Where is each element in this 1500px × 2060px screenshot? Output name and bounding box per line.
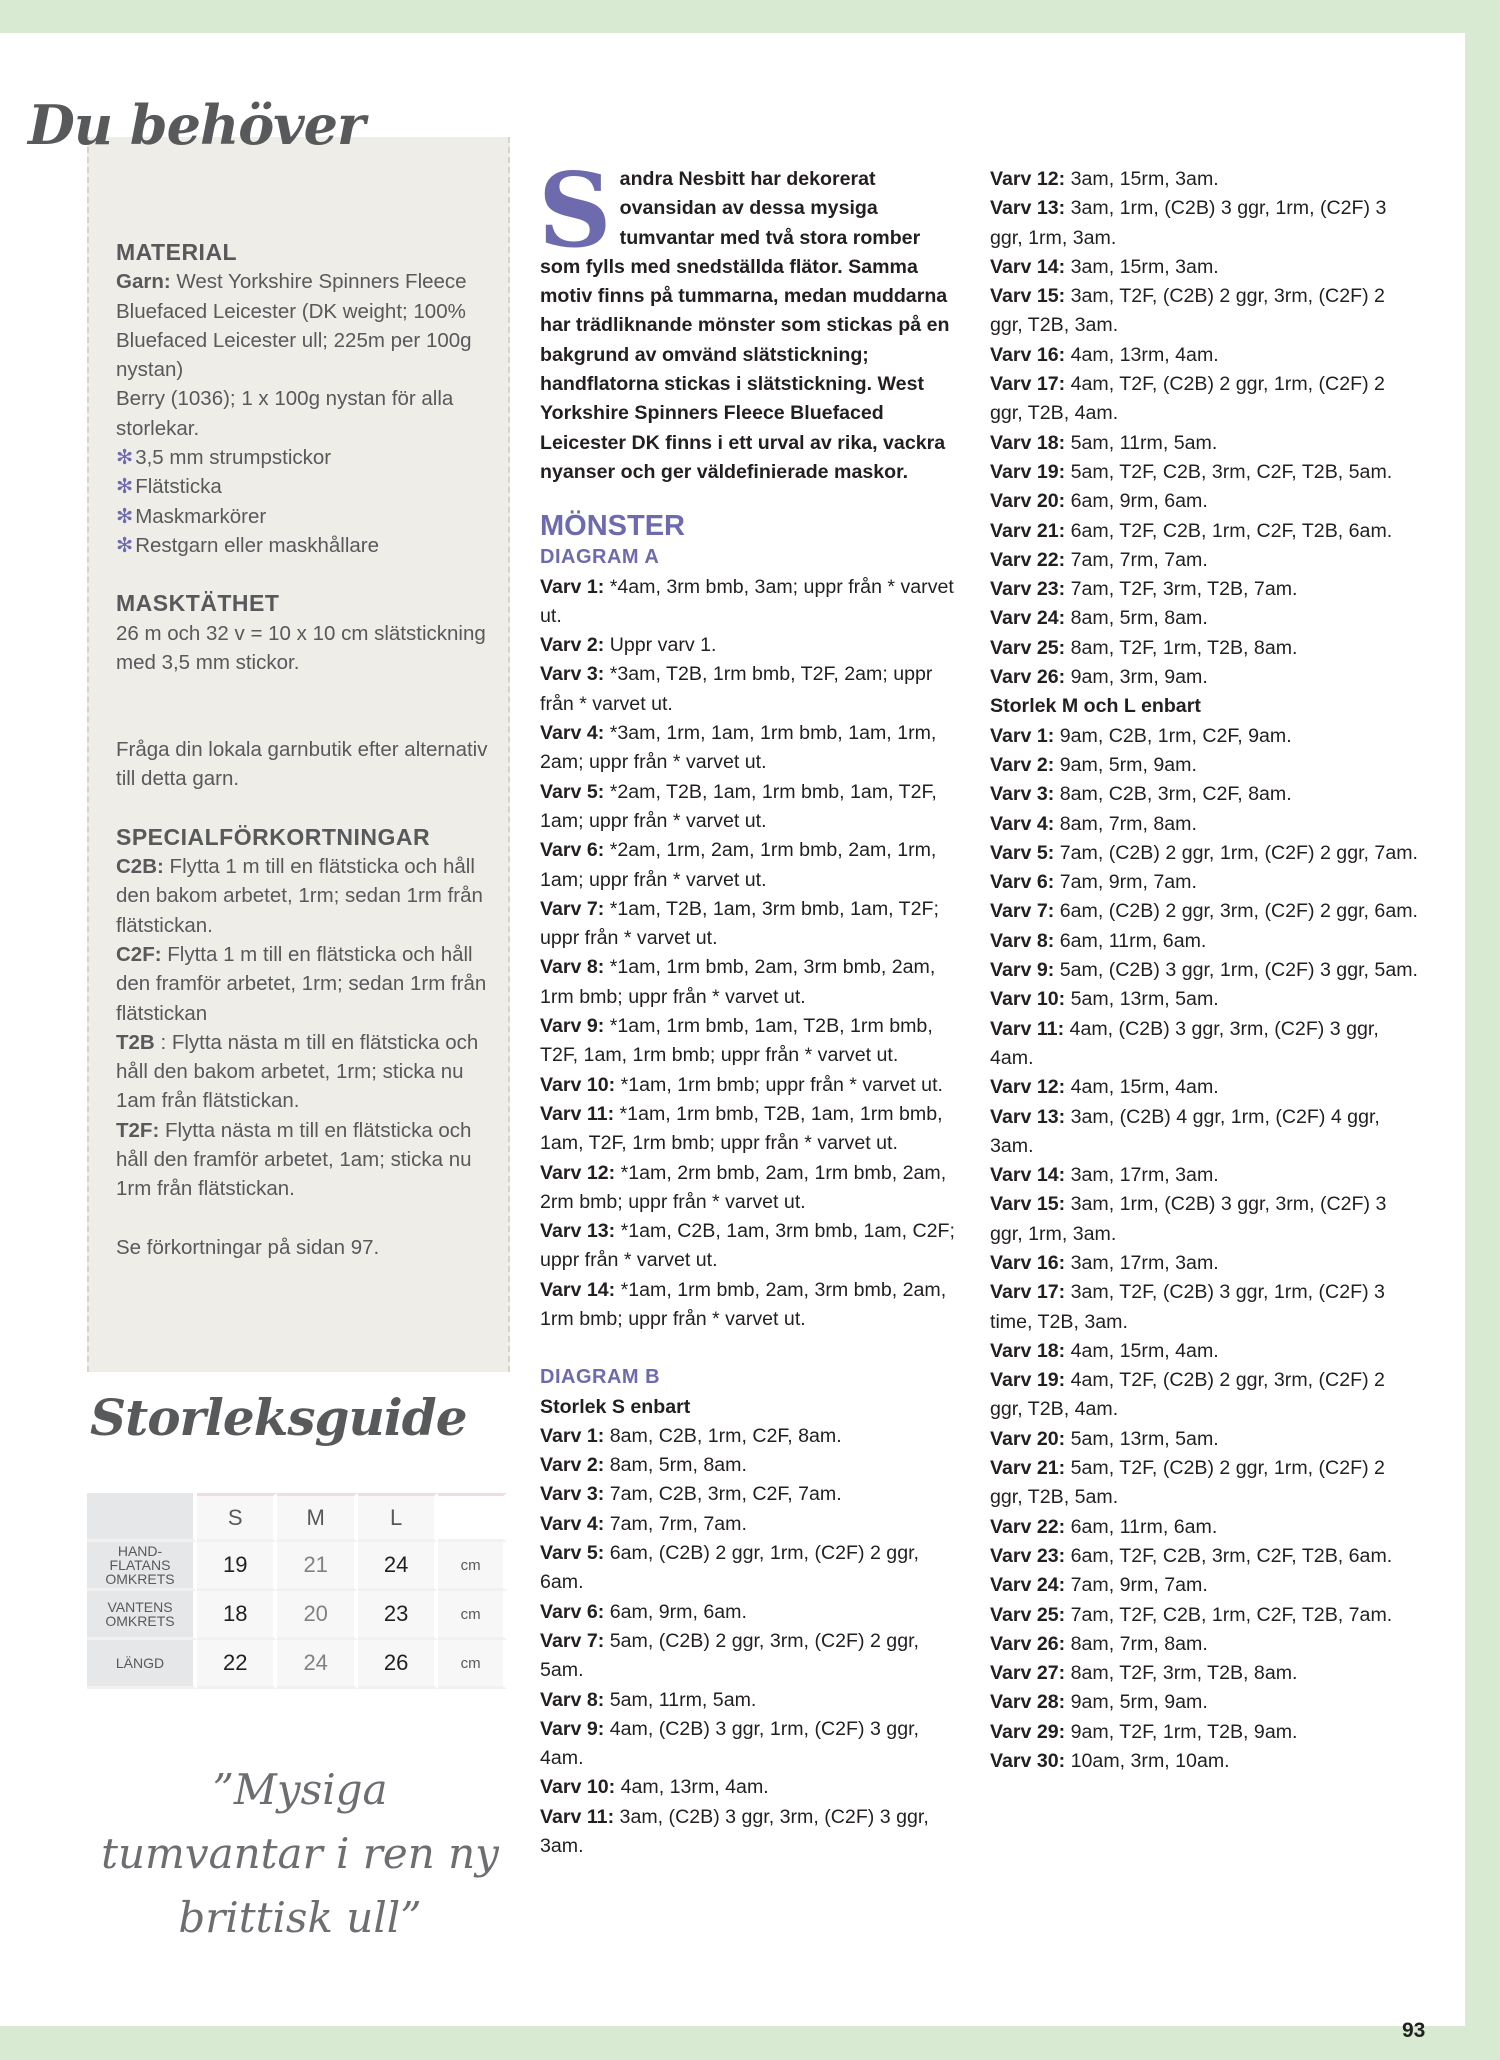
- abbreviations-list: [116, 852, 496, 1204]
- row-instruction: [540, 1100, 960, 1159]
- row-instruction: [540, 1803, 960, 1862]
- row-label: Varv 9:: [540, 1717, 605, 1740]
- row-label: Varv 23:: [990, 578, 1066, 601]
- abbreviation-item: [116, 1116, 496, 1204]
- row-instruction: [990, 1571, 1420, 1600]
- row-instruction: [990, 194, 1420, 253]
- row-instruction: [540, 953, 960, 1012]
- row-text: 8am, 5rm, 8am.: [609, 1454, 747, 1477]
- row-label: Varv 15:: [990, 285, 1066, 308]
- row-instruction: [540, 1480, 960, 1509]
- row-label: Varv 19:: [990, 460, 1066, 483]
- tool-label: Maskmarkörer: [135, 504, 267, 528]
- row-text: *2am, 1rm, 2am, 1rm bmb, 2am, 1rm, 1am; uppr från * varvet ut.: [540, 839, 937, 891]
- row-instruction: [990, 1249, 1420, 1278]
- drop-cap: S: [538, 151, 612, 271]
- size-header: S: [197, 1493, 277, 1542]
- row-label: Varv 12:: [990, 1076, 1066, 1099]
- row-text: 4am, 15rm, 4am.: [1070, 1339, 1219, 1362]
- row-instruction: [990, 282, 1420, 341]
- row-instruction: [990, 810, 1420, 839]
- row-label: Varv 11:: [540, 1805, 615, 1828]
- row-instruction: [990, 634, 1420, 663]
- row-label: Varv 25:: [990, 636, 1066, 659]
- diagram-b-ml-rows: [990, 722, 1420, 1777]
- row-instruction: [540, 1773, 960, 1802]
- row-instruction: [990, 517, 1420, 546]
- row-instruction: [990, 927, 1420, 956]
- row-label: Varv 1:: [540, 1424, 605, 1447]
- row-instruction: [990, 985, 1420, 1014]
- row-label: Varv 2:: [990, 753, 1055, 776]
- row-instruction: [990, 1542, 1420, 1571]
- row-text: *3am, T2B, 1rm bmb, T2F, 2am; uppr från * varvet ut.: [540, 663, 933, 715]
- row-text: 6am, (C2B) 2 ggr, 3rm, (C2F) 2 ggr, 6am.: [1059, 900, 1418, 923]
- pattern-column-1: [538, 151, 960, 1861]
- row-text: 5am, 13rm, 5am.: [1070, 1427, 1219, 1450]
- row-text: 5am, T2F, (C2B) 2 ggr, 1rm, (C2F) 2 ggr, T2B, 5am.: [990, 1457, 1385, 1509]
- abbreviation-code: T2F:: [116, 1118, 160, 1142]
- row-label: Varv 17:: [990, 373, 1066, 396]
- row-text: 9am, 5rm, 9am.: [1070, 1691, 1208, 1714]
- abbreviation-text: : Flytta nästa m till en flätsticka och håll den bakom arbetet, 1rm; sticka nu 1am från flätstickan.: [116, 1030, 479, 1113]
- row-text: *1am, T2B, 1am, 3rm bmb, 1am, T2F; uppr från * varvet ut.: [540, 897, 939, 950]
- pattern-column-2: [990, 165, 1420, 1776]
- row-text: *1am, C2B, 1am, 3rm bmb, 1am, C2F; uppr från * varvet ut.: [540, 1220, 955, 1272]
- row-label: Varv 16:: [990, 1251, 1066, 1274]
- pull-quote: ”Mysiga tumvantar i ren ny brittisk ull”: [101, 1765, 499, 1942]
- row-instruction: [990, 1190, 1420, 1249]
- row-text: 8am, 5rm, 8am.: [1070, 607, 1208, 630]
- row-label: Varv 14:: [990, 255, 1066, 278]
- row-text: 3am, 15rm, 3am.: [1070, 255, 1219, 278]
- row-text: 4am, (C2B) 3 ggr, 3rm, (C2F) 3 ggr, 4am.: [990, 1017, 1379, 1069]
- row-instruction: [990, 663, 1420, 692]
- row-text: 8am, T2F, 1rm, T2B, 8am.: [1070, 636, 1298, 659]
- row-label: Varv 18:: [990, 431, 1066, 454]
- yarn-color: Berry (1036); 1 x 100g nystan för alla storlekar.: [116, 387, 454, 440]
- row-label: Varv 20:: [990, 1427, 1066, 1450]
- row-instruction: [540, 1598, 960, 1627]
- row-label: Varv 26:: [990, 1632, 1066, 1655]
- tool-item: [116, 443, 496, 472]
- row-text: 7am, 7rm, 7am.: [1070, 548, 1208, 571]
- yarn-info: Garn: West Yorkshire Spinners Fleece Bluefaced Leicester (DK weight; 100% Bluefaced Leicester ull; 225m per 100g nystan): [116, 270, 472, 382]
- size-unit: cm: [438, 1591, 507, 1640]
- size-row-label: VANTENS OMKRETS: [87, 1591, 197, 1640]
- row-label: Varv 16:: [990, 343, 1066, 366]
- material-heading: MATERIAL: [116, 239, 238, 265]
- row-text: 6am, 11rm, 6am.: [1070, 1515, 1218, 1538]
- row-label: Varv 12:: [990, 168, 1066, 190]
- row-text: 4am, 13rm, 4am.: [1070, 343, 1219, 366]
- row-text: *4am, 3rm bmb, 3am; uppr från * varvet ut.: [540, 575, 954, 627]
- abbreviation-code: C2B:: [116, 855, 164, 879]
- row-text: 4am, 15rm, 4am.: [1070, 1076, 1219, 1099]
- row-label: Varv 4:: [990, 812, 1055, 835]
- row-text: 3am, T2F, (C2B) 3 ggr, 1rm, (C2F) 3 time, T2B, 3am.: [990, 1281, 1385, 1333]
- row-label: Varv 30:: [990, 1750, 1066, 1773]
- row-instruction: [990, 1425, 1420, 1454]
- page-number: 93: [1402, 2019, 1426, 2042]
- row-text: 6am, 9rm, 6am.: [609, 1600, 747, 1623]
- row-label: Varv 25:: [990, 1603, 1066, 1626]
- row-instruction: [990, 458, 1420, 487]
- row-text: 5am, 11rm, 5am.: [1070, 431, 1218, 454]
- row-instruction: [990, 1278, 1420, 1337]
- materials-content: [116, 238, 496, 1262]
- diagram-b-s-rows: [540, 1422, 960, 1861]
- row-instruction: [540, 1012, 960, 1071]
- row-label: Varv 5:: [540, 1542, 605, 1565]
- row-label: Varv 3:: [990, 783, 1055, 806]
- size-guide-title: Storleksguide: [90, 1388, 467, 1447]
- row-text: 8am, 7rm, 8am.: [1070, 1632, 1208, 1655]
- size-value: 19: [197, 1542, 277, 1591]
- page: [0, 33, 1465, 2042]
- row-instruction: [990, 1103, 1420, 1162]
- size-unit: cm: [438, 1542, 507, 1591]
- tool-label: Flätsticka: [135, 475, 222, 499]
- row-instruction: [540, 778, 960, 837]
- row-label: Varv 12:: [540, 1161, 616, 1184]
- row-label: Varv 18:: [990, 1339, 1066, 1362]
- row-label: Varv 9:: [540, 1015, 605, 1038]
- row-text: *1am, 1rm bmb, 1am, T2B, 1rm bmb, T2F, 1am, 1rm bmb; uppr från * varvet ut.: [540, 1015, 933, 1067]
- row-instruction: [990, 1513, 1420, 1542]
- row-text: 9am, T2F, 1rm, T2B, 9am.: [1070, 1720, 1298, 1743]
- row-label: Varv 21:: [990, 1457, 1066, 1480]
- row-label: Varv 14:: [540, 1278, 616, 1301]
- abbreviation-item: [116, 852, 496, 940]
- tool-item: [116, 531, 496, 560]
- size-table-corner: [87, 1493, 197, 1542]
- gauge-text: 26 m och 32 v = 10 x 10 cm slätstickning med 3,5 mm stickor.: [116, 621, 486, 674]
- row-text: *1am, 2rm bmb, 2am, 1rm bmb, 2am, 2rm bmb; uppr från * varvet ut.: [540, 1161, 947, 1213]
- row-text: 3am, T2F, (C2B) 2 ggr, 3rm, (C2F) 2 ggr, T2B, 3am.: [990, 285, 1385, 337]
- row-instruction: [990, 1454, 1420, 1513]
- row-text: 5am, T2F, C2B, 3rm, C2F, T2B, 5am.: [1070, 460, 1393, 483]
- size-ml-heading: Storlek M och L enbart: [990, 695, 1201, 718]
- row-label: Varv 4:: [540, 1512, 605, 1535]
- tool-item: [116, 502, 496, 531]
- row-label: Varv 10:: [990, 988, 1066, 1011]
- abbreviation-text: Flytta 1 m till en flätsticka och håll den bakom arbetet, 1rm; sedan 1rm från flätstickan.: [116, 855, 483, 937]
- row-instruction: [540, 573, 960, 632]
- row-label: Varv 8:: [990, 929, 1055, 952]
- row-instruction: [990, 575, 1420, 604]
- row-text: *2am, T2B, 1am, 1rm bmb, 1am, T2F, 1am; uppr från * varvet ut.: [540, 780, 937, 832]
- row-instruction: [540, 1627, 960, 1686]
- size-value: 24: [358, 1542, 438, 1591]
- row-label: Varv 7:: [540, 897, 605, 920]
- row-label: Varv 27:: [990, 1662, 1066, 1685]
- tool-item: [116, 472, 496, 501]
- abbreviations-heading: SPECIALFÖRKORTNINGAR: [116, 823, 431, 850]
- abbreviation-item: [116, 1028, 496, 1116]
- row-text: 7am, C2B, 3rm, C2F, 7am.: [609, 1483, 842, 1506]
- row-instruction: [990, 1337, 1420, 1366]
- intro-paragraph: Sandra Nesbitt har dekorerat ovansidan av dessa mysiga tumvantar med två stora romber som fylls med snedställda flätor. Samma motiv finns på tummarna, medan muddarna har trädliknande mönster som stickas på en bakgrund av omvänd slätstickning; handflatorna stickas i slätstickning. West Yorkshire Spinners Fleece Bluefaced Leicester DK finns i ett urval av rika, vackra nyanser och ger väldefinierade maskor.: [538, 151, 950, 483]
- row-instruction: [540, 1510, 960, 1539]
- local-store-text: Fråga din lokala garnbutik efter alternativ till detta garn.: [116, 738, 488, 791]
- row-instruction: [990, 1718, 1420, 1747]
- row-label: Varv 19:: [990, 1369, 1066, 1392]
- row-text: 7am, T2F, C2B, 1rm, C2F, T2B, 7am.: [1070, 1603, 1393, 1626]
- row-text: 4am, 13rm, 4am.: [620, 1776, 769, 1799]
- row-instruction: [990, 839, 1420, 868]
- row-text: 6am, (C2B) 2 ggr, 1rm, (C2F) 2 ggr, 6am.: [540, 1542, 919, 1594]
- row-label: Varv 20:: [990, 490, 1066, 513]
- size-table: [87, 1493, 507, 1689]
- row-text: 5am, (C2B) 3 ggr, 1rm, (C2F) 3 ggr, 5am.: [1059, 959, 1418, 982]
- row-label: Varv 7:: [540, 1629, 605, 1652]
- size-row-label: LÄNGD: [87, 1640, 197, 1689]
- row-instruction: [990, 722, 1420, 751]
- row-label: Varv 6:: [990, 871, 1055, 894]
- size-value: 22: [197, 1640, 277, 1689]
- row-text: 3am, 17rm, 3am.: [1070, 1164, 1219, 1187]
- row-label: Varv 2:: [540, 1454, 605, 1477]
- size-value: 18: [197, 1591, 277, 1640]
- row-text: 8am, C2B, 3rm, C2F, 8am.: [1059, 783, 1292, 806]
- size-s-heading: Storlek S enbart: [540, 1395, 691, 1418]
- row-text: Uppr varv 1.: [609, 634, 717, 657]
- diagram-b-s-rows-cont: [990, 165, 1420, 692]
- row-instruction: [990, 1630, 1420, 1659]
- abbreviation-text: Flytta 1 m till en flätsticka och håll den framför arbetet, 1rm; sedan 1rm från flätstickan: [116, 942, 487, 1025]
- row-text: 9am, 5rm, 9am.: [1059, 753, 1197, 776]
- row-instruction: [990, 1015, 1420, 1074]
- row-text: *3am, 1rm, 1am, 1rm bmb, 1am, 1rm, 2am; uppr från * varvet ut.: [540, 722, 937, 774]
- row-text: 7am, 9rm, 7am.: [1059, 871, 1197, 894]
- row-instruction: [990, 1073, 1420, 1102]
- row-text: 4am, T2F, (C2B) 2 ggr, 3rm, (C2F) 2 ggr, T2B, 4am.: [990, 1369, 1385, 1421]
- row-label: Varv 5:: [540, 780, 605, 803]
- row-instruction: [540, 660, 960, 719]
- row-text: 6am, T2F, C2B, 3rm, C2F, T2B, 6am.: [1070, 1544, 1393, 1567]
- size-row-label: HAND- FLATANS OMKRETS: [87, 1542, 197, 1591]
- row-label: Varv 17:: [990, 1281, 1066, 1304]
- row-text: *1am, 1rm bmb, 2am, 3rm bmb, 2am, 1rm bmb; uppr från * varvet ut.: [540, 1278, 947, 1330]
- see-abbreviations: Se förkortningar på sidan 97.: [116, 1235, 380, 1259]
- size-value: 24: [277, 1640, 357, 1689]
- row-instruction: [990, 868, 1420, 897]
- diagram-a-rows: [540, 573, 960, 1335]
- row-text: 8am, 7rm, 8am.: [1059, 812, 1197, 835]
- row-text: 5am, 11rm, 5am.: [609, 1688, 757, 1711]
- row-instruction: [540, 719, 960, 778]
- row-label: Varv 10:: [540, 1073, 616, 1096]
- row-label: Varv 1:: [990, 724, 1055, 747]
- row-label: Varv 11:: [990, 1017, 1065, 1040]
- row-instruction: [540, 1217, 960, 1276]
- row-instruction: [540, 1071, 960, 1100]
- asterisk-icon: ✻: [116, 533, 134, 557]
- row-label: Varv 22:: [990, 548, 1066, 571]
- row-label: Varv 8:: [540, 1688, 605, 1711]
- size-value: 21: [277, 1542, 357, 1591]
- row-instruction: [540, 1159, 960, 1218]
- row-label: Varv 28:: [990, 1691, 1066, 1714]
- row-text: *1am, 1rm bmb, 2am, 3rm bmb, 2am, 1rm bmb; uppr från * varvet ut.: [540, 956, 936, 1008]
- row-label: Varv 1:: [540, 575, 605, 598]
- row-label: Varv 26:: [990, 666, 1066, 689]
- row-text: 6am, T2F, C2B, 1rm, C2F, T2B, 6am.: [1070, 519, 1393, 542]
- row-text: 4am, T2F, (C2B) 2 ggr, 1rm, (C2F) 2 ggr, T2B, 4am.: [990, 373, 1385, 425]
- row-text: 6am, 11rm, 6am.: [1059, 929, 1207, 952]
- row-label: Varv 13:: [540, 1220, 616, 1243]
- diagram-b-heading: DIAGRAM B: [540, 1366, 661, 1389]
- row-instruction: [990, 1601, 1420, 1630]
- row-text: 4am, (C2B) 3 ggr, 1rm, (C2F) 3 ggr, 4am.: [540, 1717, 919, 1770]
- size-unit: cm: [438, 1640, 507, 1689]
- row-instruction: [990, 1161, 1420, 1190]
- abbreviation-text: Flytta nästa m till en flätsticka och håll den framför arbetet, 1am; sticka nu 1rm från flätstickan.: [116, 1118, 472, 1201]
- asterisk-icon: ✻: [116, 446, 134, 470]
- row-instruction: [540, 1422, 960, 1451]
- row-instruction: [990, 253, 1420, 282]
- row-text: *1am, 1rm bmb, T2B, 1am, 1rm bmb, 1am, T2F, 1rm bmb; uppr från * varvet ut.: [540, 1102, 943, 1155]
- row-instruction: [990, 487, 1420, 516]
- row-text: 9am, 3rm, 9am.: [1070, 666, 1208, 689]
- row-text: 7am, 7rm, 7am.: [609, 1512, 747, 1535]
- row-instruction: [990, 1688, 1420, 1717]
- row-label: Varv 8:: [540, 956, 605, 979]
- row-instruction: [990, 604, 1420, 633]
- row-instruction: [990, 1366, 1420, 1425]
- row-instruction: [990, 429, 1420, 458]
- pattern-heading: MÖNSTER: [540, 510, 685, 543]
- row-instruction: [990, 546, 1420, 575]
- row-label: Varv 5:: [990, 841, 1055, 864]
- row-label: Varv 11:: [540, 1102, 615, 1125]
- row-label: Varv 23:: [990, 1544, 1066, 1567]
- row-text: 5am, (C2B) 2 ggr, 3rm, (C2F) 2 ggr, 5am.: [540, 1629, 919, 1682]
- row-label: Varv 29:: [990, 1720, 1066, 1743]
- size-value: 23: [358, 1591, 438, 1640]
- row-label: Varv 7:: [990, 900, 1055, 923]
- diagram-a-heading: DIAGRAM A: [540, 546, 660, 569]
- row-instruction: [990, 780, 1420, 809]
- row-label: Varv 9:: [990, 959, 1055, 982]
- row-text: 3am, (C2B) 3 ggr, 3rm, (C2F) 3 ggr, 3am.: [540, 1805, 929, 1858]
- row-text: 5am, 13rm, 5am.: [1070, 988, 1219, 1011]
- row-text: 3am, 17rm, 3am.: [1070, 1251, 1219, 1274]
- row-instruction: [990, 751, 1420, 780]
- size-header: M: [277, 1493, 357, 1542]
- row-text: 3am, 1rm, (C2B) 3 ggr, 1rm, (C2F) 3 ggr, 1rm, 3am.: [990, 197, 1387, 249]
- row-text: 9am, C2B, 1rm, C2F, 9am.: [1059, 724, 1292, 747]
- gauge-heading: MASKTÄTHET: [116, 590, 280, 617]
- row-instruction: [990, 370, 1420, 429]
- row-text: 7am, 9rm, 7am.: [1070, 1574, 1208, 1597]
- row-instruction: [540, 1686, 960, 1715]
- size-value: 20: [277, 1591, 357, 1640]
- abbreviation-code: T2B: [116, 1030, 155, 1054]
- row-text: 3am, 15rm, 3am.: [1070, 168, 1219, 190]
- row-text: 7am, (C2B) 2 ggr, 1rm, (C2F) 2 ggr, 7am.: [1059, 841, 1418, 864]
- row-instruction: [540, 895, 960, 954]
- row-instruction: [990, 1659, 1420, 1688]
- row-label: Varv 15:: [990, 1193, 1066, 1216]
- asterisk-icon: ✻: [116, 504, 134, 528]
- row-label: Varv 24:: [990, 607, 1066, 630]
- tool-label: 3,5 mm strumpstickor: [135, 446, 332, 470]
- size-header-blank: [438, 1493, 507, 1542]
- row-label: Varv 21:: [990, 519, 1066, 542]
- row-instruction: [990, 1747, 1420, 1776]
- row-label: Varv 3:: [540, 663, 605, 686]
- row-text: 8am, T2F, 3rm, T2B, 8am.: [1070, 1662, 1298, 1685]
- row-instruction: [540, 1451, 960, 1480]
- row-label: Varv 6:: [540, 1600, 605, 1623]
- row-text: 3am, (C2B) 4 ggr, 1rm, (C2F) 4 ggr, 3am.: [990, 1105, 1380, 1157]
- row-label: Varv 13:: [990, 1105, 1066, 1128]
- row-label: Varv 14:: [990, 1164, 1066, 1187]
- row-label: Varv 22:: [990, 1515, 1066, 1538]
- size-header: L: [358, 1493, 438, 1542]
- row-text: 7am, T2F, 3rm, T2B, 7am.: [1070, 578, 1298, 601]
- row-instruction: [540, 1539, 960, 1598]
- row-label: Varv 4:: [540, 722, 605, 745]
- row-text: *1am, 1rm bmb; uppr från * varvet ut.: [620, 1073, 943, 1096]
- asterisk-icon: ✻: [116, 475, 134, 499]
- row-label: Varv 24:: [990, 1574, 1066, 1597]
- row-label: Varv 6:: [540, 839, 605, 862]
- materials-title: Du behöver: [28, 93, 365, 157]
- row-text: 6am, 9rm, 6am.: [1070, 490, 1208, 513]
- row-text: 10am, 3rm, 10am.: [1070, 1750, 1230, 1773]
- row-instruction: [990, 165, 1420, 194]
- row-label: Varv 3:: [540, 1483, 605, 1506]
- row-instruction: [540, 631, 960, 660]
- size-value: 26: [358, 1640, 438, 1689]
- row-label: Varv 10:: [540, 1776, 616, 1799]
- row-label: Varv 2:: [540, 634, 605, 657]
- row-label: Varv 13:: [990, 197, 1066, 220]
- row-text: 3am, 1rm, (C2B) 3 ggr, 3rm, (C2F) 3 ggr, 1rm, 3am.: [990, 1193, 1387, 1245]
- row-instruction: [540, 1715, 960, 1774]
- row-instruction: [540, 836, 960, 895]
- row-instruction: [990, 956, 1420, 985]
- row-instruction: [540, 1276, 960, 1335]
- abbreviation-item: [116, 940, 496, 1028]
- row-instruction: [990, 341, 1420, 370]
- row-text: 8am, C2B, 1rm, C2F, 8am.: [609, 1424, 842, 1447]
- tools-list: [116, 443, 496, 560]
- tool-label: Restgarn eller maskhållare: [135, 533, 380, 557]
- row-instruction: [990, 897, 1420, 926]
- abbreviation-code: C2F:: [116, 942, 162, 966]
